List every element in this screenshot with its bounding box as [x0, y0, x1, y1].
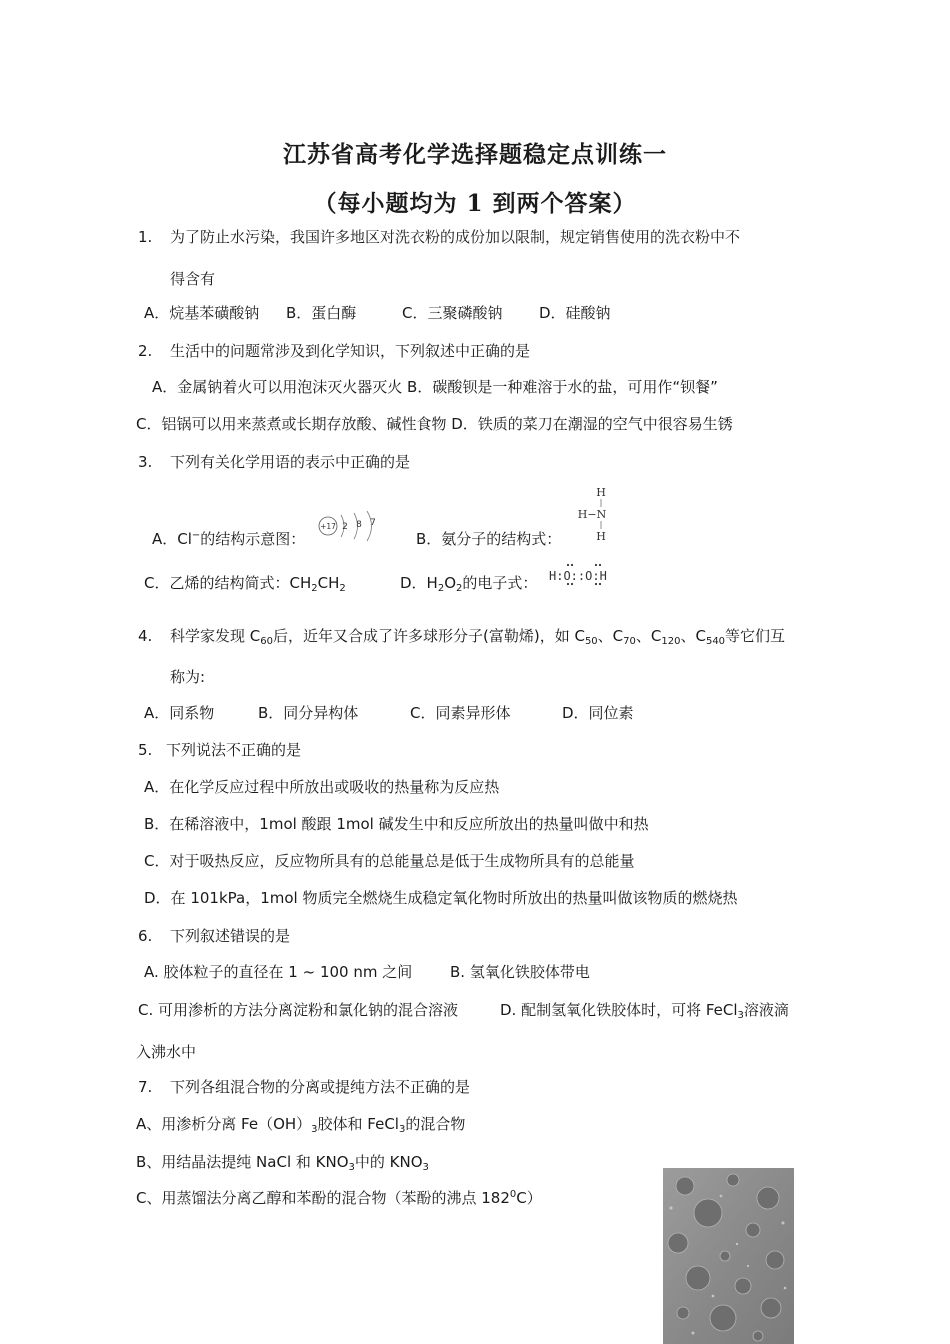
q4-option-a: A．同系物	[144, 704, 215, 722]
q4-option-c: C．同素异形体	[410, 704, 511, 722]
nh3-middle: H−N	[577, 508, 607, 521]
surface-spot	[747, 1265, 749, 1267]
document-subtitle: （每小题均为 1 到两个答案）	[313, 190, 637, 217]
q2-stem: 2. 生活中的问题常涉及到化学知识，下列叙述中正确的是	[138, 342, 531, 360]
crater	[766, 1251, 784, 1269]
crater	[676, 1177, 694, 1195]
surface-spot	[692, 1332, 695, 1335]
electron-dot	[571, 564, 573, 566]
q6-option-d: D. 配制氢氧化铁胶体时，可将 FeCl$_3$溶液滴	[500, 1001, 789, 1021]
q4-stem: 4. 科学家发现 $C_{60}$后，近年又合成了许多球形分子(富勒烯)，如 $C_{50}$、$C_{70}$、$C_{120}$、$C_{540}$等它们互	[138, 627, 786, 647]
q7-option-b: B、用结晶法提纯 NaCl 和 $KNO_3$中的 $KNO_3$	[136, 1153, 429, 1173]
q6-options-ab	[144, 962, 590, 982]
q5-number: 5.	[138, 741, 153, 759]
q1-option-b: B．蛋白酶	[286, 304, 357, 322]
q6-option-c: C. 可用渗析的方法分离淀粉和氯化钠的混合溶液	[138, 1001, 459, 1019]
shell-1-count: 2	[342, 522, 348, 532]
electron-dot	[599, 564, 601, 566]
nucleus-charge: +17	[320, 522, 336, 531]
q6-option-d-line2: 入沸水中	[136, 1043, 197, 1061]
q4-option-d: D．同位素	[562, 704, 634, 722]
q4-number: 4.	[138, 627, 153, 645]
crater	[677, 1307, 689, 1319]
q4-stem-line2: 称为:	[170, 668, 206, 686]
q1-option-a: A．烷基苯磺酸钠	[144, 304, 260, 322]
crater	[761, 1298, 781, 1318]
document-title: 江苏省高考化学选择题稳定点训练一	[283, 141, 667, 168]
crater	[746, 1223, 760, 1237]
q3-option-b: B．氨分子的结构式：	[416, 530, 562, 548]
nh3-top-h: H	[596, 486, 606, 499]
q7-option-a: A、用渗析分离 $Fe(OH)_3$胶体和 FeCl$_3$的混合物	[136, 1115, 466, 1135]
q1-option-c: C．三聚磷酸钠	[402, 304, 503, 322]
chloride-structure-diagram	[314, 508, 386, 546]
q3-option-d: D．$H_2O_2$的电子式：	[400, 574, 538, 594]
q5-option-c: C．对于吸热反应，反应物所具有的总能量总是低于生成物所具有的总能量	[144, 852, 635, 870]
q5-stem: 5. 下列说法不正确的是	[138, 741, 302, 759]
q2-options-cd: C．铝锅可以用来蒸煮或长期存放酸、碱性食物 D．铁质的菜刀在潮湿的空气中很容易生锈	[136, 415, 733, 433]
crater	[727, 1174, 739, 1186]
electron-dot	[571, 583, 573, 585]
crater	[686, 1266, 710, 1290]
electron-dot	[567, 583, 569, 585]
q4-option-b: B．同分异构体	[258, 704, 359, 722]
q6-number: 6.	[138, 927, 153, 945]
surface-spot	[712, 1295, 715, 1298]
q1-options	[144, 303, 611, 323]
surface-spot	[669, 1206, 672, 1209]
q1-number: 1.	[138, 228, 153, 246]
electron-dot	[567, 564, 569, 566]
q3-stem: 3. 下列有关化学用语的表示中正确的是	[138, 453, 411, 471]
electron-dot	[599, 583, 601, 585]
surface-spot	[784, 1287, 787, 1290]
q6-options-cd	[138, 1000, 789, 1020]
h2o2-formula-text: H:O::O:H	[549, 569, 607, 583]
surface-spot	[720, 1195, 723, 1198]
moon-surface-photo	[663, 1168, 794, 1344]
q1-stem-line2: 得含有	[170, 270, 216, 288]
q5-option-d: D．在 101kPa，1mol 物质完全燃烧生成稳定氧化物时所放出的热量叫做该物质的燃烧热	[144, 889, 738, 907]
h2o2-electron-formula	[547, 560, 625, 586]
shell-2-count: 8	[356, 520, 362, 530]
surface-spot	[736, 1243, 738, 1245]
q7-option-c: C、用蒸馏法分离乙醇和苯酚的混合物（苯酚的沸点 $182^0C$）	[136, 1189, 542, 1207]
q2-options-ab: A．金属钠着火可以用泡沫灭火器灭火 B．碳酸钡是一种难溶于水的盐，可用作“钡餐”	[152, 378, 718, 396]
surface-spot	[782, 1222, 785, 1225]
q2-number: 2.	[138, 342, 153, 360]
q6-option-a: A. 胶体粒子的直径在 1 ~ 100 nm 之间	[144, 963, 413, 981]
q4-options	[144, 703, 634, 723]
shell-3-count: 7	[370, 518, 376, 528]
crater	[710, 1305, 736, 1331]
crater	[757, 1187, 779, 1209]
q5-option-b: B．在稀溶液中，1mol 酸跟 1mol 碱发生中和反应所放出的热量叫做中和热	[144, 815, 649, 833]
electron-dot	[595, 564, 597, 566]
crater	[668, 1233, 688, 1253]
crater	[694, 1199, 722, 1227]
q6-option-b: B. 氢氧化铁胶体带电	[450, 963, 590, 981]
q3-option-c: C．乙烯的结构简式：$CH_2CH_2$	[144, 574, 346, 594]
electron-dot	[595, 583, 597, 585]
crater	[720, 1251, 730, 1261]
q7-number: 7.	[138, 1078, 153, 1096]
crater	[735, 1278, 751, 1294]
q1-option-d: D．硅酸钠	[539, 304, 611, 322]
q5-option-a: A．在化学反应过程中所放出或吸收的热量称为反应热	[144, 778, 500, 796]
crater	[753, 1331, 763, 1341]
q7-stem: 7. 下列各组混合物的分离或提纯方法不正确的是	[138, 1078, 471, 1096]
q6-stem: 6. 下列叙述错误的是	[138, 927, 291, 945]
nh3-bottom-h: H	[596, 530, 606, 543]
q1-stem: 1. 为了防止水污染，我国许多地区对洗衣粉的成份加以限制，规定销售使用的洗衣粉中不	[138, 228, 741, 246]
q3-option-a: A．Cl−的结构示意图：	[152, 530, 306, 548]
ammonia-structural-formula	[576, 484, 616, 544]
q3-number: 3.	[138, 453, 153, 471]
